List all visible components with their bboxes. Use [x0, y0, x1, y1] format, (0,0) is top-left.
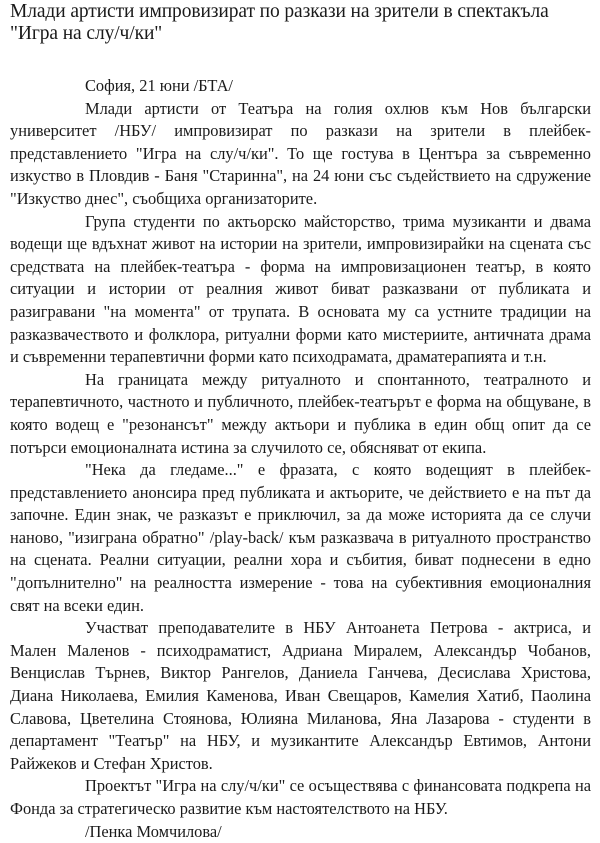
- article-body: [10, 75, 591, 843]
- paragraph-funding: Проектът "Игра на слу/ч/ки" се осъществява с финансовата подкрепа на Фонда за стратегическо развитие към настоятелството на НБУ.: [10, 776, 591, 818]
- paragraph-lets-watch: "Нека да гледаме..." е фразата, с която водещият в плейбек-представлението анонсира пред публиката и актьорите, че действието е на път да започне. Един знак, че разказът е приключил, за да може историята да се случи наново, "изиграна обратно" /play-back/ към разказвача в ритуалното пространство на сцената. Реални ситуации, реални хора и събития, биват поднесени в едно "допълнително" на реалността измерение - това на субективния емоционалния свят на всеки един.: [10, 460, 591, 615]
- paragraph-performance: Група студенти по актьорско майсторство, трима музиканти и двама водещи ще вдъхнат живот на истории на зрители, импровизирайки на сцената със средствата на плейбек-театъра - форма на импровизационен театър, в която ситуации и истории от реалния живот биват разказвани от публиката и разигравани "на момента" от трупата. В основата му са устните традиции на разказвачеството и фолклора, ритуални форми като мистериите, античната драма и съвременни терапевтични форми като психодрамата, драматерапията и т.н.: [10, 211, 591, 367]
- paragraph-participants: Участват преподавателите в НБУ Антоанета Петрова - актриса, и Мален Маленов - психодраматист, Адриана Миралем, Александър Чобанов, Венцислав Търнев, Виктор Рангелов, Даниела Ганчева, Десислава Христова, Диана Николаева, Емилия Каменова, Иван Свещаров, Камелия Хатиб, Паолина Славова, Цветелина Стоянова, Юлияна Миланова, Яна Лазарова - студенти в департамент "Театър" на НБУ, и музикантите Александър Евтимов, Антони Райжеков и Стефан Христов.: [10, 618, 591, 773]
- dateline: София, 21 юни /БТА/: [85, 76, 233, 95]
- paragraph-intro: Млади артисти от Театъра на голия охлюв към Нов български университет /НБУ/ импровизират по разкази на зрители в плейбек-представлението "Игра на слу/ч/ки". То ще гостува в Центъра за съвременно изкуство в Пловдив - Баня "Старинна", на 24 юни със съдействието на сдружение "Изкуство днес", съобщиха организаторите.: [10, 98, 591, 208]
- author-signature: /Пенка Момчилова/: [85, 821, 222, 841]
- document-page: [10, 0, 591, 843]
- paragraph-playback-form: На границата между ритуалното и спонтанното, театралното и терапевтичното, частното и публичното, плейбек-театърът е форма на общуване, в която водещ е "резонансът" между актьори и публика в един общ опит да се потърси емоционалната истина за случилото се, обясняват от екипа.: [10, 369, 591, 457]
- article-title: Млади артисти импровизират по разкази на зрители в спектакъла "Игра на слу/ч/ки": [10, 1, 549, 44]
